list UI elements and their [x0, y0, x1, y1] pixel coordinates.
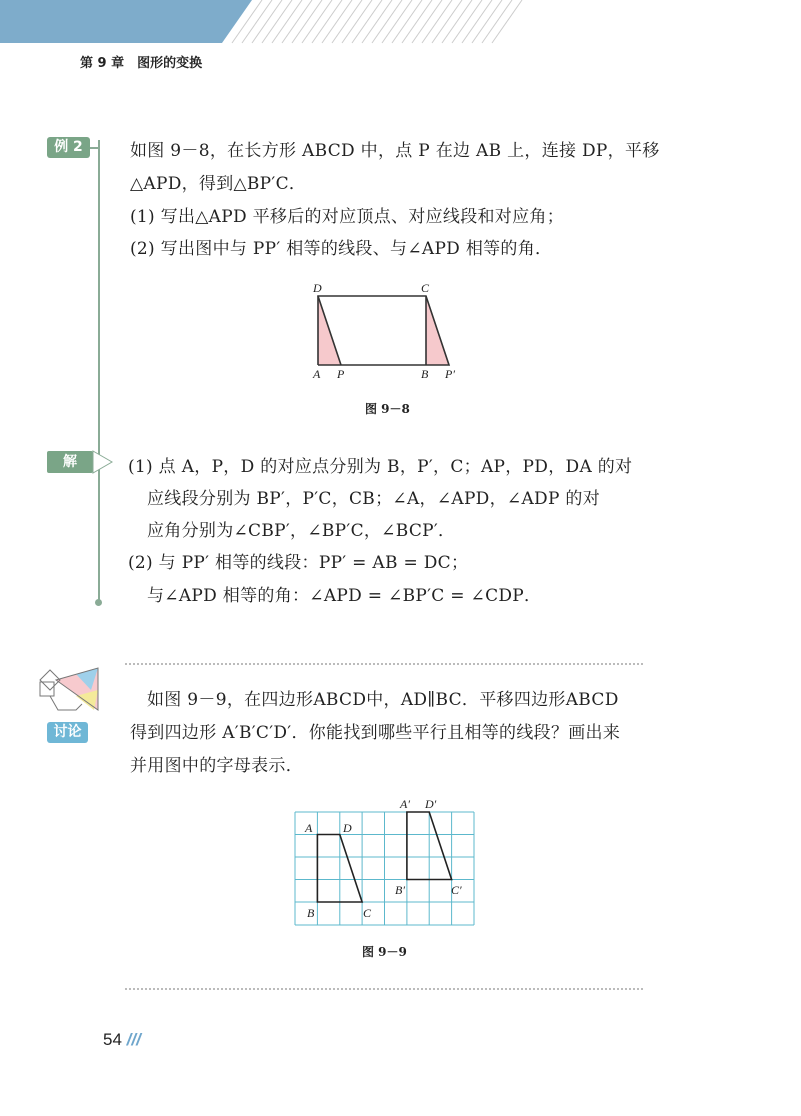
- point-label: C′: [451, 883, 462, 897]
- example-vertical-rule: [98, 140, 100, 602]
- figure-9-9: [285, 795, 485, 935]
- point-label: P: [337, 367, 345, 381]
- figure-9-8: [300, 280, 470, 385]
- point-label: B: [307, 906, 315, 920]
- solution-text-line: (2) 与 PP′ 相等的线段：PP′ = AB = DC；: [128, 553, 469, 573]
- rule-end-dot: [95, 599, 102, 606]
- solution-text-line: 应线段分别为 BP′，P′C，CB；∠A，∠APD，∠ADP 的对: [147, 489, 601, 509]
- example-label: 例 2: [47, 137, 90, 158]
- page-number: [103, 1030, 141, 1050]
- point-label: D′: [425, 797, 437, 811]
- point-label: A′: [400, 797, 410, 811]
- label-connector: [90, 147, 99, 149]
- discussion-label: 讨论: [47, 722, 88, 743]
- point-label: B′: [395, 883, 405, 897]
- point-label: A: [313, 367, 321, 381]
- example-text-line: △APD，得到△BP′C．: [130, 174, 307, 194]
- solution-text-line: (1) 点 A，P，D 的对应点分别为 B，P′，C；AP，PD，DA 的对: [128, 457, 633, 477]
- solution-label: 解: [63, 454, 77, 470]
- point-label: C: [421, 281, 430, 295]
- divider: [125, 663, 643, 665]
- example-text-line: (2) 写出图中与 PP′ 相等的线段、与∠APD 相等的角．: [130, 239, 553, 259]
- page-number-text: 54: [103, 1030, 122, 1049]
- discussion-icon: [36, 660, 104, 716]
- page-marks: ///: [126, 1030, 141, 1049]
- solution-text-line: 应角分别为∠CBP′，∠BP′C，∠BCP′．: [147, 521, 456, 541]
- figure-caption: 图 9－8: [365, 402, 410, 416]
- figure-caption: 图 9－9: [362, 945, 407, 959]
- point-label: B: [421, 367, 429, 381]
- solution-text-line: 与∠APD 相等的角：∠APD = ∠BP′C = ∠CDP．: [147, 586, 542, 606]
- point-label: P′: [445, 367, 455, 381]
- discussion-text-line: 如图 9－9，在四边形ABCD中，AD∥BC．平移四边形ABCD: [147, 690, 619, 710]
- discussion-text-line: 得到四边形 A′B′C′D′．你能找到哪些平行且相等的线段？画出来: [130, 723, 621, 743]
- example-text-line: 如图 9－8，在长方形 ABCD 中，点 P 在边 AB 上，连接 DP，平移: [130, 141, 660, 161]
- example-text-line: (1) 写出△APD 平移后的对应顶点、对应线段和对应角；: [130, 207, 565, 227]
- divider: [125, 988, 643, 990]
- discussion-text-line: 并用图中的字母表示．: [130, 756, 303, 776]
- chapter-title: 第 9 章 图形的变换: [80, 56, 203, 71]
- header-band: [0, 0, 801, 45]
- point-label: A: [305, 821, 313, 835]
- point-label: C: [363, 906, 372, 920]
- point-label: D: [313, 281, 322, 295]
- point-label: D: [343, 821, 352, 835]
